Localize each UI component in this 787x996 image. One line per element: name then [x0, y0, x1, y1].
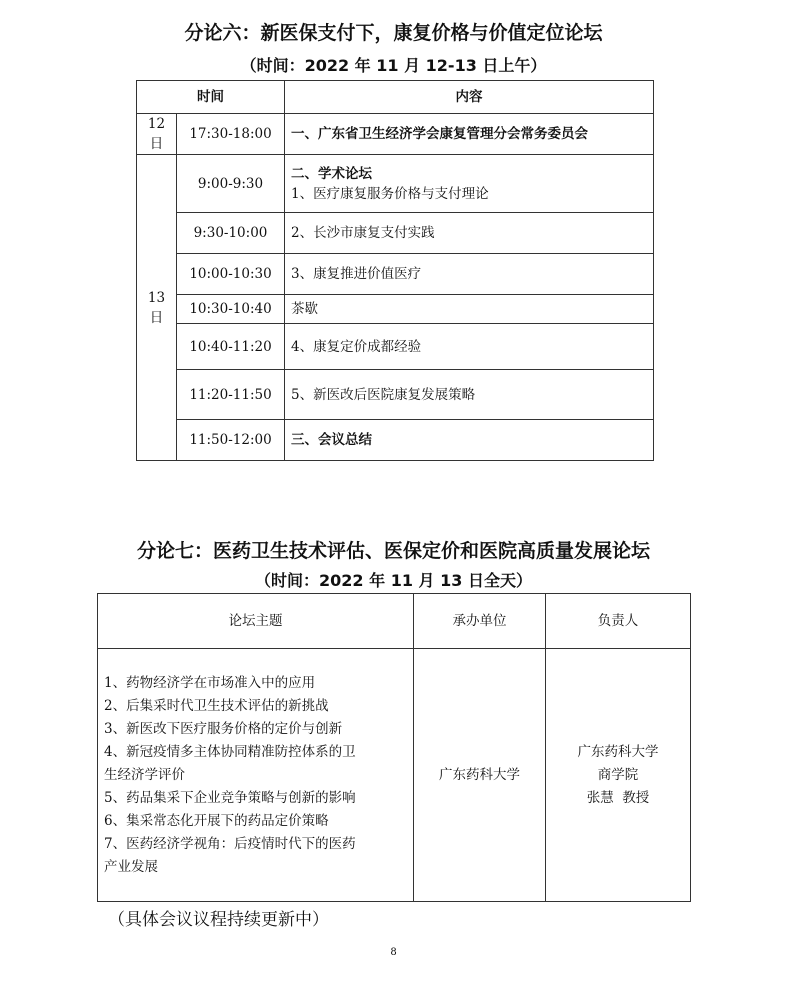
person-cell — [546, 649, 691, 902]
content-cell: 2、长沙市康复支付实践 — [285, 213, 654, 254]
time-cell: 10:40-11:20 — [177, 324, 285, 370]
topic-item: 7、医药经济学视角：后疫情时代下的医药 — [104, 835, 356, 852]
table-row — [98, 649, 691, 902]
table-row — [137, 295, 654, 324]
topic-item: 2、后集采时代卫生技术评估的新挑战 — [104, 697, 329, 714]
topic-item: 6、集采常态化开展下的药品定价策略 — [104, 812, 329, 829]
table-row — [137, 420, 654, 461]
content-item: 1、医疗康复服务价格与支付理论 — [291, 185, 489, 202]
forum7-time: （时间：2022 年 11 月 13 日全天） — [255, 571, 532, 590]
table-row — [137, 370, 654, 420]
page-number: 8 — [390, 947, 397, 958]
header-topic: 论坛主题 — [98, 594, 414, 649]
table-row — [137, 254, 654, 295]
time-cell: 9:00-9:30 — [177, 155, 285, 213]
content-cell: 5、新医改后医院康复发展策略 — [285, 370, 654, 420]
organizer-cell: 广东药科大学 — [414, 649, 546, 902]
topic-item: 生经济学评价 — [104, 766, 185, 783]
day-cell: 12日 — [137, 114, 177, 155]
forum6-time: （时间：2022 年 11 月 12-13 日上午） — [240, 56, 547, 75]
time-cell: 11:20-11:50 — [177, 370, 285, 420]
time-cell: 17:30-18:00 — [177, 114, 285, 155]
forum7-table — [97, 593, 691, 902]
day-cell: 13日 — [137, 155, 177, 461]
forum6-title: 分论六：新医保支付下，康复价格与价值定位论坛 — [184, 22, 603, 44]
topic-item: 3、新医改下医疗服务价格的定价与创新 — [104, 720, 343, 737]
time-cell: 10:00-10:30 — [177, 254, 285, 295]
content-cell: 茶歇 — [285, 295, 654, 324]
table-row — [137, 213, 654, 254]
time-cell: 10:30-10:40 — [177, 295, 285, 324]
forum6-schedule-table — [136, 80, 654, 461]
topic-item: 5、药品集采下企业竞争策略与创新的影响 — [104, 789, 356, 806]
table-row — [137, 324, 654, 370]
table-row — [137, 114, 654, 155]
topic-item: 1、药物经济学在市场准入中的应用 — [104, 674, 316, 691]
person-line: 广东药科大学 — [577, 743, 659, 760]
time-cell: 11:50-12:00 — [177, 420, 285, 461]
header-content: 内容 — [285, 81, 654, 114]
topics-cell — [98, 649, 414, 902]
person-line: 商学院 — [597, 766, 639, 783]
topic-item: 产业发展 — [104, 858, 158, 875]
forum7-title: 分论七：医药卫生技术评估、医保定价和医院高质量发展论坛 — [136, 540, 650, 562]
table-row — [137, 155, 654, 213]
content-heading: 二、学术论坛 — [291, 165, 372, 182]
time-cell: 9:30-10:00 — [177, 213, 285, 254]
content-cell: 三、会议总结 — [285, 420, 654, 461]
content-cell: 一、广东省卫生经济学会康复管理分会常务委员会 — [285, 114, 654, 155]
update-note: （具体会议议程持续更新中） — [108, 910, 329, 930]
header-time: 时间 — [137, 81, 285, 114]
content-cell: 4、康复定价成都经验 — [285, 324, 654, 370]
header-organizer: 承办单位 — [414, 594, 546, 649]
header-person: 负责人 — [546, 594, 691, 649]
topic-item: 4、新冠疫情多主体协同精准防控体系的卫 — [104, 743, 356, 760]
content-cell — [285, 155, 654, 213]
content-cell: 3、康复推进价值医疗 — [285, 254, 654, 295]
person-line: 张慧 教授 — [586, 789, 650, 806]
